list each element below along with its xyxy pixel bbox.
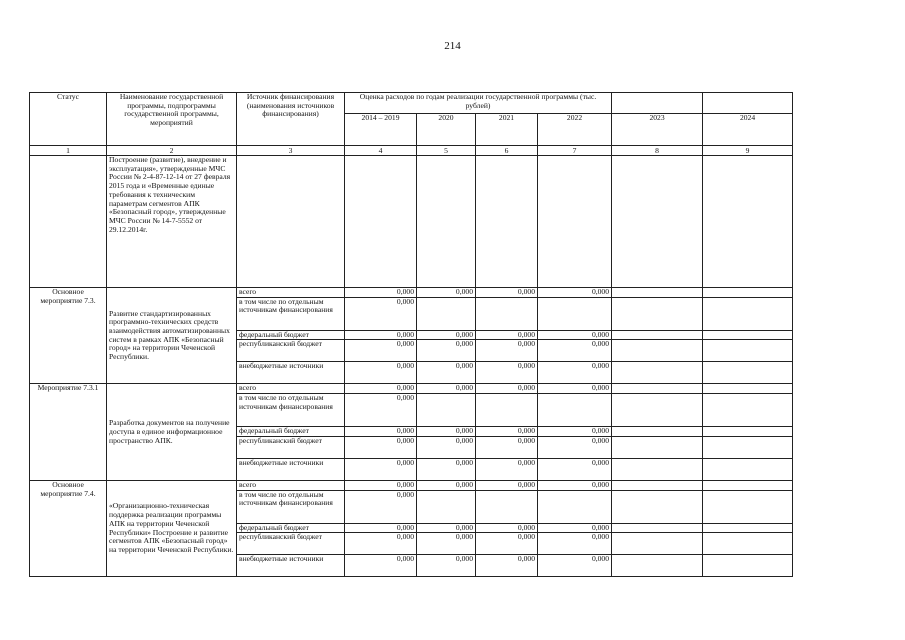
amount-cell: 0,000 bbox=[417, 533, 476, 555]
table-row bbox=[30, 288, 793, 298]
amount-cell: 0,000 bbox=[417, 436, 476, 458]
amount-cell: 0,000 bbox=[345, 384, 417, 394]
amount-cell: 0,000 bbox=[538, 384, 612, 394]
amount-cell: 0,000 bbox=[417, 458, 476, 480]
amount-cell bbox=[476, 297, 538, 330]
amount-cell: 0,000 bbox=[538, 523, 612, 533]
funding-source-cell: внебюджетные источники bbox=[237, 458, 345, 480]
amount-cell bbox=[417, 394, 476, 427]
column-index: 7 bbox=[538, 146, 612, 156]
funding-source-cell: всего bbox=[237, 384, 345, 394]
amount-cell bbox=[703, 427, 793, 437]
amount-cell bbox=[612, 533, 703, 555]
expenditure-table bbox=[29, 92, 793, 577]
funding-source-cell: федеральный бюджет bbox=[237, 330, 345, 340]
amount-cell: 0,000 bbox=[417, 427, 476, 437]
funding-source-cell: республиканский бюджет bbox=[237, 533, 345, 555]
amount-cell: 0,000 bbox=[417, 362, 476, 384]
amount-cell bbox=[612, 436, 703, 458]
amount-cell bbox=[703, 394, 793, 427]
column-index: 5 bbox=[417, 146, 476, 156]
amount-cell bbox=[703, 480, 793, 490]
amount-cell: 0,000 bbox=[538, 436, 612, 458]
amount-cell: 0,000 bbox=[476, 533, 538, 555]
funding-source-cell: федеральный бюджет bbox=[237, 427, 345, 437]
amount-cell: 0,000 bbox=[345, 288, 417, 298]
amount-cell: 0,000 bbox=[538, 458, 612, 480]
amount-cell bbox=[612, 384, 703, 394]
amount-cell: 0,000 bbox=[476, 480, 538, 490]
funding-source-cell: внебюджетные источники bbox=[237, 362, 345, 384]
amount-cell: 0,000 bbox=[538, 480, 612, 490]
amount-cell bbox=[538, 490, 612, 523]
column-index: 6 bbox=[476, 146, 538, 156]
amount-cell: 0,000 bbox=[538, 362, 612, 384]
column-index: 9 bbox=[703, 146, 793, 156]
header-source: Источник финансирования (наименования источников финансирования) bbox=[237, 93, 345, 146]
intro-status-cell bbox=[30, 156, 107, 288]
amount-cell: 0,000 bbox=[345, 523, 417, 533]
amount-cell bbox=[703, 340, 793, 362]
amount-cell: 0,000 bbox=[476, 458, 538, 480]
amount-cell: 0,000 bbox=[538, 330, 612, 340]
amount-cell bbox=[612, 523, 703, 533]
column-index: 3 bbox=[237, 146, 345, 156]
amount-cell: 0,000 bbox=[345, 297, 417, 330]
funding-source-cell: всего bbox=[237, 480, 345, 490]
intro-text: Построение (развитие), внедрение и эксплуатация», утвержденные МЧС России № 2-4-87-12-14 от 27 февраля 2015 года и «Временные единые требования к техническим параметрам сегментов АПК «Безопасный город», утвержденные МЧС России № 14-7-5552 от 29.12.2014г. bbox=[107, 156, 237, 288]
header-empty-9 bbox=[703, 93, 793, 114]
amount-cell bbox=[417, 297, 476, 330]
header-year: 2023 bbox=[612, 114, 703, 146]
funding-source-cell: республиканский бюджет bbox=[237, 340, 345, 362]
amount-cell: 0,000 bbox=[476, 362, 538, 384]
amount-cell bbox=[612, 427, 703, 437]
amount-cell: 0,000 bbox=[345, 340, 417, 362]
intro-empty bbox=[237, 156, 345, 288]
amount-cell: 0,000 bbox=[476, 427, 538, 437]
amount-cell bbox=[612, 490, 703, 523]
funding-source-cell: в том числе по отдельным источникам финансирования bbox=[237, 490, 345, 523]
page-number: 214 bbox=[444, 40, 461, 52]
amount-cell bbox=[703, 384, 793, 394]
intro-empty bbox=[703, 156, 793, 288]
amount-cell: 0,000 bbox=[476, 340, 538, 362]
amount-cell bbox=[703, 490, 793, 523]
amount-cell: 0,000 bbox=[345, 427, 417, 437]
intro-empty bbox=[417, 156, 476, 288]
amount-cell bbox=[612, 297, 703, 330]
column-index: 4 bbox=[345, 146, 417, 156]
amount-cell: 0,000 bbox=[476, 523, 538, 533]
amount-cell bbox=[703, 555, 793, 577]
amount-cell bbox=[612, 555, 703, 577]
amount-cell bbox=[612, 458, 703, 480]
amount-cell bbox=[612, 480, 703, 490]
amount-cell: 0,000 bbox=[476, 330, 538, 340]
amount-cell bbox=[417, 490, 476, 523]
column-index-row bbox=[30, 146, 793, 156]
status-cell: Мероприятие 7.3.1 bbox=[30, 384, 107, 480]
intro-empty bbox=[345, 156, 417, 288]
amount-cell: 0,000 bbox=[538, 555, 612, 577]
intro-empty bbox=[476, 156, 538, 288]
table-row bbox=[30, 480, 793, 490]
amount-cell bbox=[538, 297, 612, 330]
amount-cell: 0,000 bbox=[538, 427, 612, 437]
amount-cell: 0,000 bbox=[345, 490, 417, 523]
amount-cell bbox=[476, 490, 538, 523]
amount-cell bbox=[703, 533, 793, 555]
intro-empty bbox=[612, 156, 703, 288]
amount-cell: 0,000 bbox=[417, 523, 476, 533]
column-index: 2 bbox=[107, 146, 237, 156]
amount-cell: 0,000 bbox=[345, 330, 417, 340]
amount-cell: 0,000 bbox=[345, 458, 417, 480]
amount-cell: 0,000 bbox=[417, 384, 476, 394]
amount-cell: 0,000 bbox=[417, 330, 476, 340]
amount-cell bbox=[538, 394, 612, 427]
amount-cell: 0,000 bbox=[538, 533, 612, 555]
amount-cell: 0,000 bbox=[417, 480, 476, 490]
amount-cell bbox=[612, 330, 703, 340]
amount-cell bbox=[703, 297, 793, 330]
header-estimate: Оценка расходов по годам реализации государственной программы (тыс. рублей) bbox=[345, 93, 612, 114]
amount-cell: 0,000 bbox=[476, 288, 538, 298]
measure-name-cell: «Организационно-техническая поддержка реализации программы АПК на территории Чеченской Республики» Построение и развитие сегментов АПК «Безопасный город» на территории Чеченской Республики. bbox=[107, 480, 237, 576]
amount-cell bbox=[703, 288, 793, 298]
header-year: 2024 bbox=[703, 114, 793, 146]
amount-cell bbox=[703, 362, 793, 384]
amount-cell: 0,000 bbox=[476, 384, 538, 394]
column-index: 1 bbox=[30, 146, 107, 156]
intro-row bbox=[30, 156, 793, 288]
amount-cell: 0,000 bbox=[417, 555, 476, 577]
header-year: 2021 bbox=[476, 114, 538, 146]
amount-cell: 0,000 bbox=[476, 555, 538, 577]
funding-source-cell: в том числе по отдельным источникам финансирования bbox=[237, 394, 345, 427]
header-year: 2014 – 2019 bbox=[345, 114, 417, 146]
header-year: 2022 bbox=[538, 114, 612, 146]
amount-cell bbox=[703, 458, 793, 480]
amount-cell: 0,000 bbox=[345, 436, 417, 458]
header-name: Наименование государственной программы, подпрограммы государственной программы, мероприятий bbox=[107, 93, 237, 146]
amount-cell: 0,000 bbox=[345, 362, 417, 384]
column-index: 8 bbox=[612, 146, 703, 156]
funding-source-cell: внебюджетные источники bbox=[237, 555, 345, 577]
amount-cell: 0,000 bbox=[345, 555, 417, 577]
intro-empty bbox=[538, 156, 612, 288]
header-status: Статус bbox=[30, 93, 107, 146]
amount-cell bbox=[612, 288, 703, 298]
header-year: 2020 bbox=[417, 114, 476, 146]
header-empty-8 bbox=[612, 93, 703, 114]
amount-cell bbox=[703, 523, 793, 533]
amount-cell bbox=[476, 394, 538, 427]
amount-cell: 0,000 bbox=[345, 480, 417, 490]
amount-cell: 0,000 bbox=[538, 288, 612, 298]
measure-name-cell: Развитие стандартизированных программно-технических средств взаимодействия автоматизированных систем в рамках АПК «Безопасный город» на территории Чеченской Республики. bbox=[107, 288, 237, 384]
amount-cell: 0,000 bbox=[538, 340, 612, 362]
status-cell: Основное мероприятие 7.4. bbox=[30, 480, 107, 576]
funding-source-cell: в том числе по отдельным источникам финансирования bbox=[237, 297, 345, 330]
amount-cell: 0,000 bbox=[345, 394, 417, 427]
amount-cell: 0,000 bbox=[417, 340, 476, 362]
funding-source-cell: федеральный бюджет bbox=[237, 523, 345, 533]
measure-name-cell: Разработка документов на получение доступа в единое информационное пространство АПК. bbox=[107, 384, 237, 480]
funding-source-cell: всего bbox=[237, 288, 345, 298]
amount-cell bbox=[703, 436, 793, 458]
funding-source-cell: республиканский бюджет bbox=[237, 436, 345, 458]
amount-cell bbox=[612, 362, 703, 384]
amount-cell bbox=[612, 394, 703, 427]
status-cell: Основное мероприятие 7.3. bbox=[30, 288, 107, 384]
amount-cell bbox=[612, 340, 703, 362]
amount-cell: 0,000 bbox=[345, 533, 417, 555]
amount-cell: 0,000 bbox=[417, 288, 476, 298]
amount-cell: 0,000 bbox=[476, 436, 538, 458]
amount-cell bbox=[703, 330, 793, 340]
